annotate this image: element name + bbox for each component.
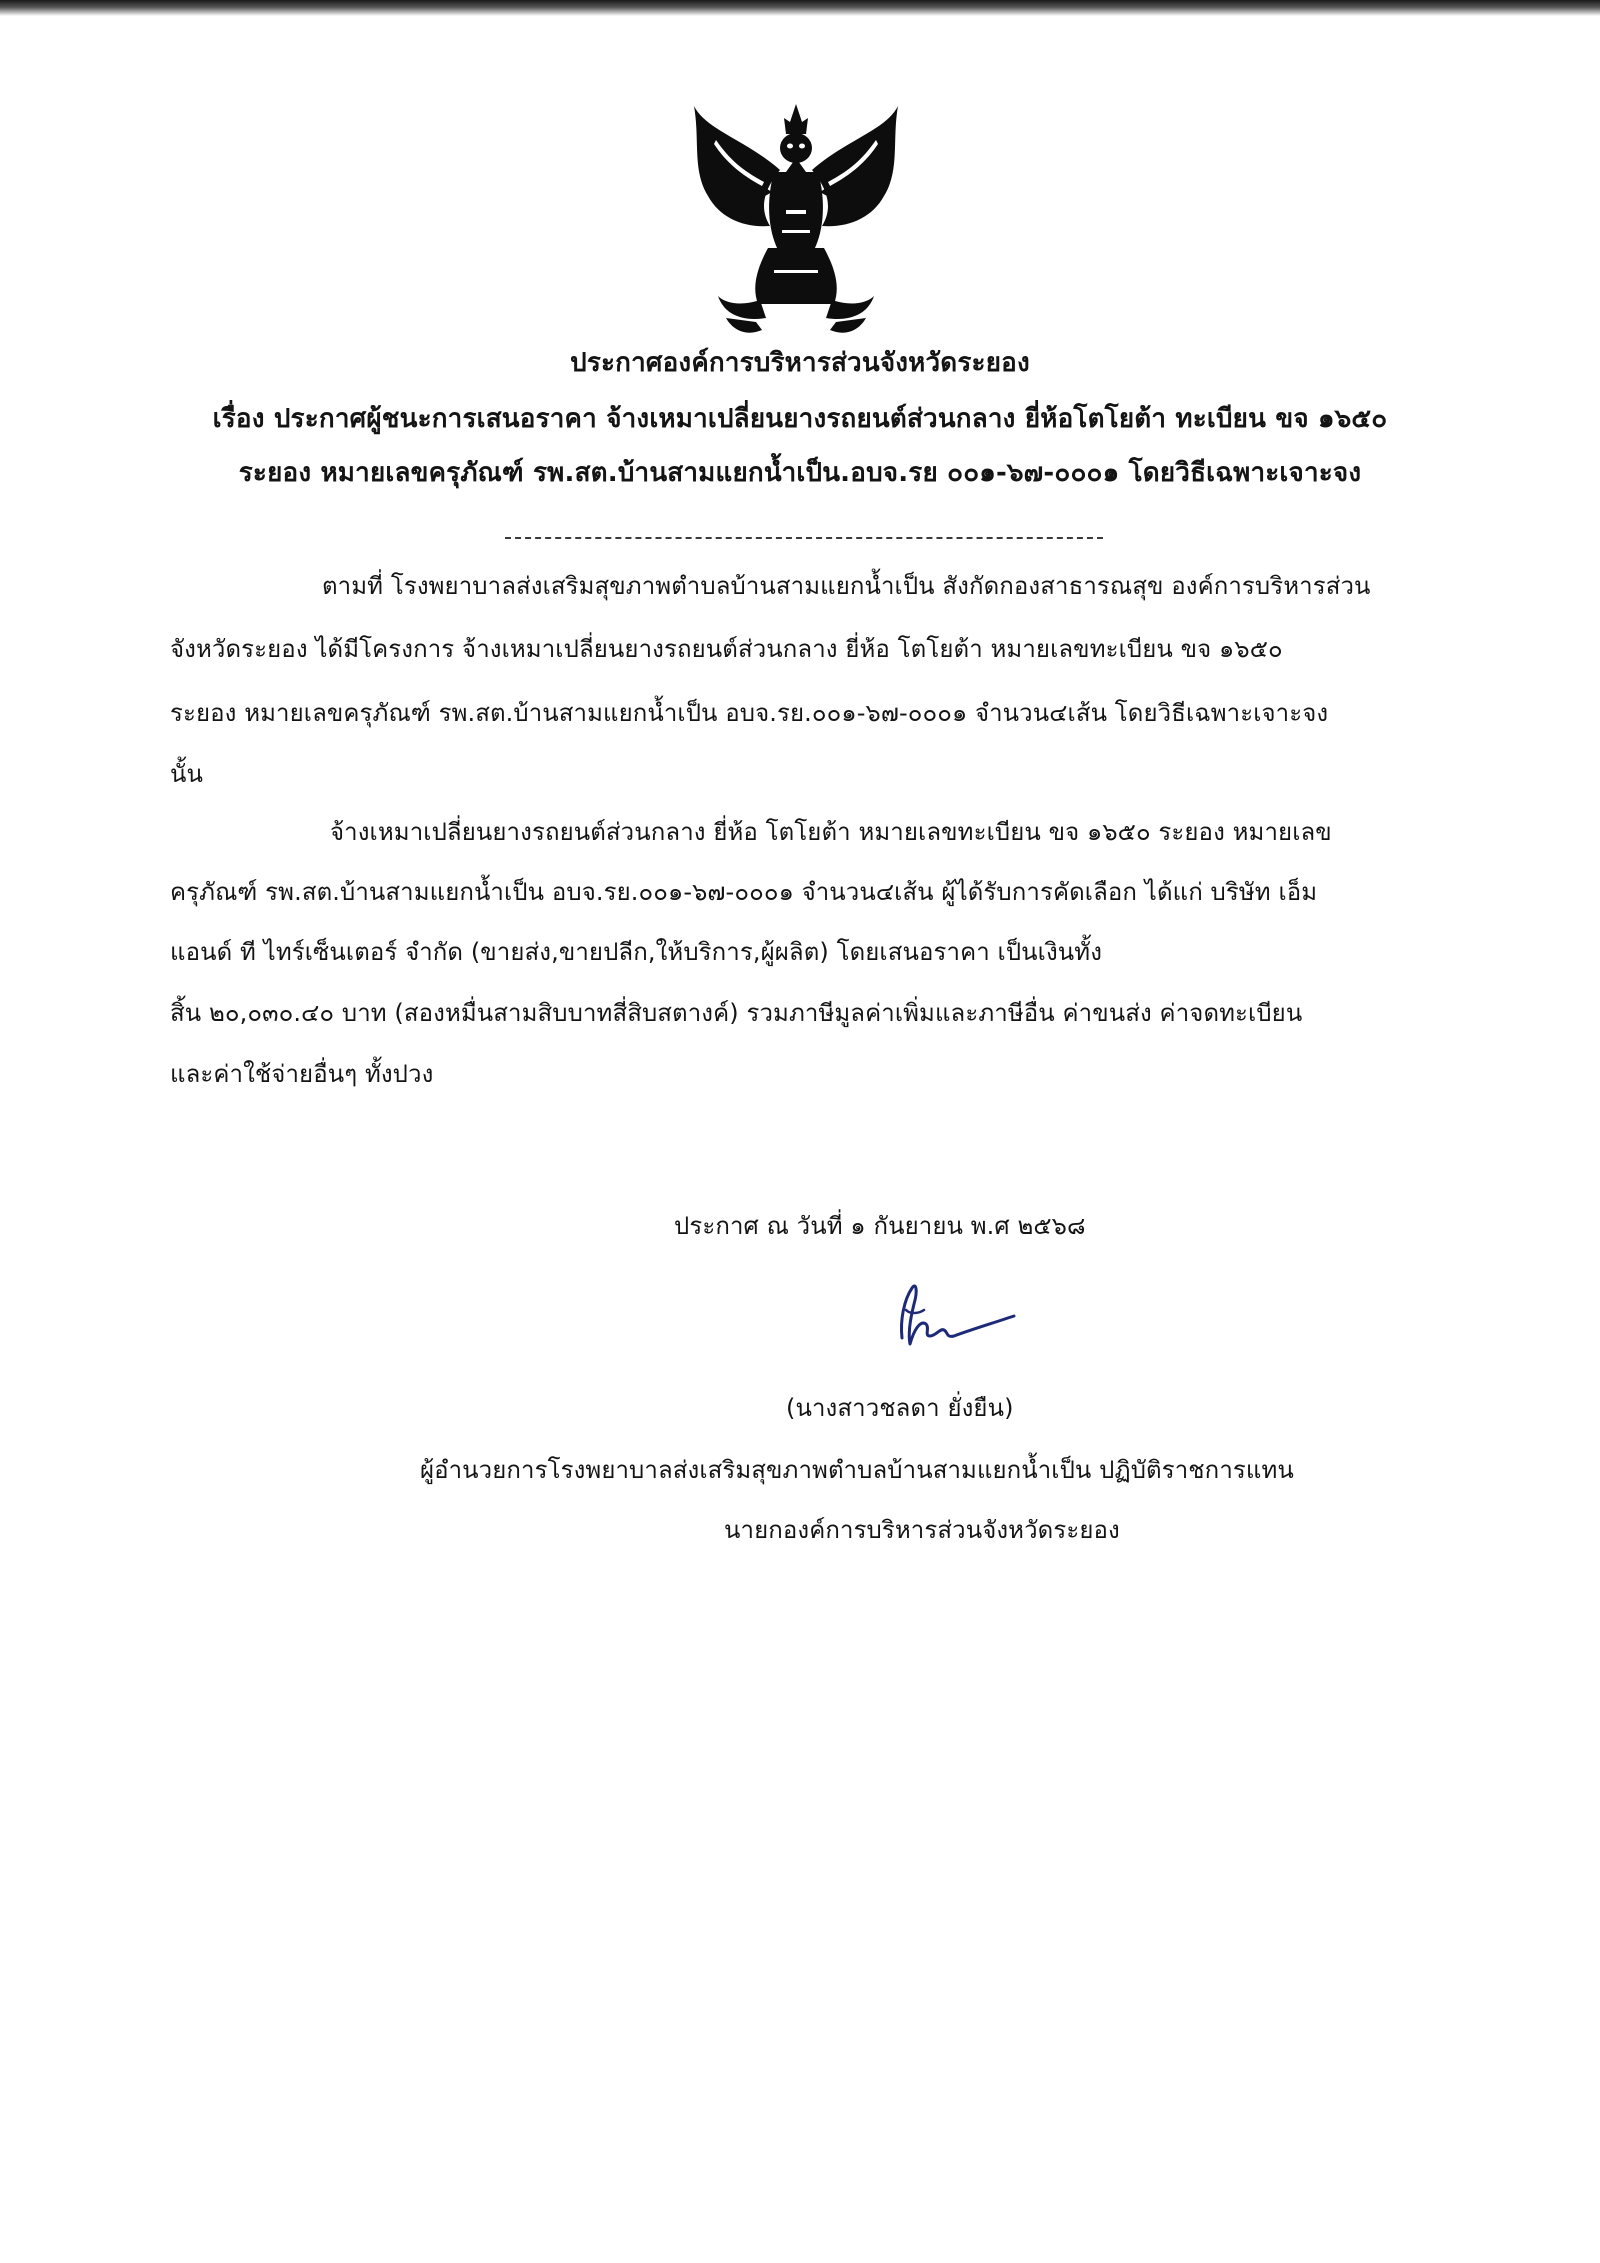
paragraph1-line-1: ตามที่ โรงพยาบาลส่งเสริมสุขภาพตำบลบ้านสามแยกน้ำเป็น สังกัดกองสาธารณสุข องค์การบริหารส่วน: [322, 572, 1371, 600]
paragraph1-line-4: นั้น: [170, 760, 204, 788]
announcement-heading: ประกาศองค์การบริหารส่วนจังหวัดระยอง: [570, 348, 1030, 378]
handwritten-signature-icon: [880, 1270, 1020, 1360]
subject-line-2: ระยอง หมายเลขครุภัณฑ์ รพ.สต.บ้านสามแยกน้ำเป็น.อบจ.รย ๐๐๑-๖๗-๐๐๐๑ โดยวิธีเฉพาะเจาะจง: [238, 458, 1362, 488]
signer-name: (นางสาวชลดา ยั่งยืน): [786, 1394, 1014, 1422]
subject-line-1: เรื่อง ประกาศผู้ชนะการเสนอราคา จ้างเหมาเปลี่ยนยางรถยนต์ส่วนกลาง ยี่ห้อโตโยต้า ทะเบียน ขจ ๑๖๕๐: [212, 404, 1388, 434]
separator-line: [505, 537, 1103, 539]
signer-position-line-2: นายกองค์การบริหารส่วนจังหวัดระยอง: [724, 1516, 1120, 1544]
paragraph2-line-3: แอนด์ ที ไทร์เซ็นเตอร์ จำกัด (ขายส่ง,ขายปลีก,ให้บริการ,ผู้ผลิต) โดยเสนอราคา เป็นเงินทั้ง: [170, 938, 1103, 966]
paragraph2-line-1: จ้างเหมาเปลี่ยนยางรถยนต์ส่วนกลาง ยี่ห้อ โตโยต้า หมายเลขทะเบียน ขจ ๑๖๕๐ ระยอง หมายเลข: [330, 818, 1332, 846]
paragraph1-line-2: จังหวัดระยอง ได้มีโครงการ จ้างเหมาเปลี่ยนยางรถยนต์ส่วนกลาง ยี่ห้อ โตโยต้า หมายเลขทะเบียน ขจ ๑๖๕๐: [170, 635, 1283, 663]
garuda-emblem-icon: [686, 100, 906, 340]
announcement-date: ประกาศ ณ วันที่ ๑ กันยายน พ.ศ ๒๕๖๘: [674, 1212, 1086, 1240]
signer-position-line-1: ผู้อำนวยการโรงพยาบาลส่งเสริมสุขภาพตำบลบ้านสามแยกน้ำเป็น ปฏิบัติราชการแทน: [420, 1456, 1294, 1484]
paragraph2-line-2: ครุภัณฑ์ รพ.สต.บ้านสามแยกน้ำเป็น อบจ.รย.๐๐๑-๖๗-๐๐๐๑ จำนวน๔เส้น ผู้ได้รับการคัดเลือก ได้แก่ บริษัท เอ็ม: [170, 878, 1318, 906]
scan-edge-shadow: [0, 0, 1600, 16]
paragraph1-line-3: ระยอง หมายเลขครุภัณฑ์ รพ.สต.บ้านสามแยกน้ำเป็น อบจ.รย.๐๐๑-๖๗-๐๐๐๑ จำนวน๔เส้น โดยวิธีเฉพาะเจาะจง: [170, 699, 1329, 727]
paragraph2-line-5: และค่าใช้จ่ายอื่นๆ ทั้งปวง: [170, 1060, 434, 1088]
paragraph2-line-4: สิ้น ๒๐,๐๓๐.๔๐ บาท (สองหมื่นสามสิบบาทสี่สิบสตางค์) รวมภาษีมูลค่าเพิ่มและภาษีอื่น ค่าขนส่ง ค่าจดทะเบียน: [170, 999, 1303, 1027]
